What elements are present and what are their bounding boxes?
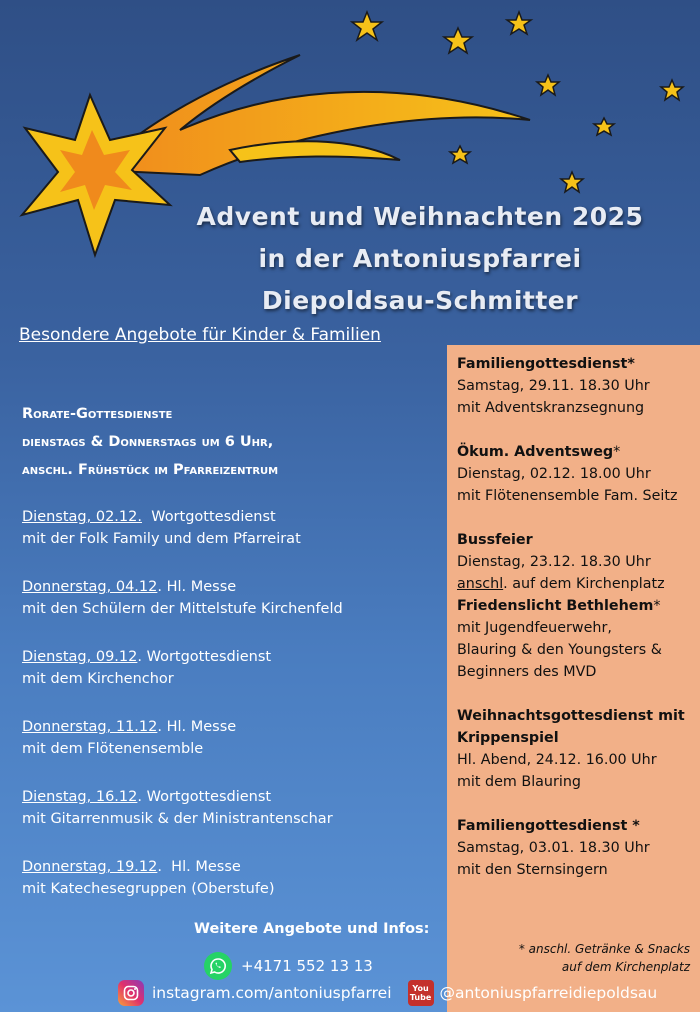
- panel-block: [457, 705, 696, 793]
- panel-block-line: Dienstag, 23.12. 18.30 Uhr: [457, 554, 651, 570]
- footnote-line-2: auf dem Kirchenplatz: [561, 960, 690, 974]
- rorate-line-1: Rorate-Gottesdienste: [22, 406, 173, 422]
- panel-block-line: mit Adventskranzsegnung: [457, 400, 645, 416]
- panel-block-title: Krippenspiel: [457, 730, 559, 746]
- asterisk: *: [613, 444, 621, 460]
- event-date: Donnerstag, 11.12: [22, 719, 158, 735]
- panel-block-line: mit Jugendfeuerwehr,: [457, 620, 612, 636]
- event-date: Dienstag, 02.12.: [22, 509, 142, 525]
- panel-block-line: Beginners des MVD: [457, 664, 597, 680]
- event-detail: mit den Schülern der Mittelstufe Kirchenfeld: [22, 601, 343, 617]
- panel-block: [457, 441, 696, 507]
- youtube-icon: [408, 980, 434, 1006]
- event-type: . Hl. Messe: [157, 719, 237, 735]
- youtube-icon-text-1: You: [412, 984, 429, 993]
- panel-block-line: Samstag, 29.11. 18.30 Uhr: [457, 378, 650, 394]
- rorate-heading: [22, 400, 432, 484]
- rorate-line-3: anschl. Frühstück im Pfarreizentrum: [22, 462, 279, 478]
- event-detail: mit Katechesegruppen (Oberstufe): [22, 881, 275, 897]
- event-date: Dienstag, 09.12: [22, 649, 138, 665]
- panel-block-line: mit Flötenensemble Fam. Seitz: [457, 488, 678, 504]
- panel-block-line: Samstag, 03.01. 18.30 Uhr: [457, 840, 650, 856]
- panel-block-line: Hl. Abend, 24.12. 16.00 Uhr: [457, 752, 657, 768]
- event-date: Dienstag, 16.12: [22, 789, 138, 805]
- instagram-link[interactable]: instagram.com/antoniuspfarrei: [152, 984, 392, 1002]
- panel-underlined-word: anschl: [457, 576, 504, 592]
- event-item: [22, 506, 442, 576]
- panel-block: [457, 353, 696, 419]
- event-item: [22, 716, 442, 786]
- event-date: Donnerstag, 04.12: [22, 579, 158, 595]
- phone-number[interactable]: +4171 552 13 13: [241, 957, 373, 975]
- panel-block-title: Weihnachtsgottesdienst mit: [457, 708, 685, 724]
- phone-contact[interactable]: [204, 952, 373, 980]
- subtitle: Besondere Angebote für Kinder & Familien: [19, 325, 381, 345]
- panel-block-title: Familiengottesdienst*: [457, 356, 635, 372]
- event-item: [22, 646, 442, 716]
- event-detail: mit der Folk Family und dem Pfarreirat: [22, 531, 301, 547]
- more-info-heading: Weitere Angebote und Infos:: [194, 921, 430, 937]
- rorate-line-2: dienstags & Donnerstags um 6 Uhr,: [22, 434, 274, 450]
- panel-block: [457, 815, 696, 881]
- family-events-panel: [447, 345, 700, 1012]
- whatsapp-icon: [204, 952, 232, 980]
- youtube-link[interactable]: @antoniuspfarreidiepoldsau: [439, 984, 658, 1002]
- title-line-1: Advent und Weihnachten 2025: [196, 202, 644, 231]
- panel-block-title: Familiengottesdienst *: [457, 818, 640, 834]
- event-type: . Hl. Messe: [157, 579, 237, 595]
- event-detail: mit dem Kirchenchor: [22, 671, 174, 687]
- social-links: [118, 980, 657, 1006]
- event-detail: mit Gitarrenmusik & der Ministrantenschar: [22, 811, 333, 827]
- title-line-3: Diepoldsau-Schmitter: [261, 286, 579, 315]
- panel-block-title: Ökum. Adventsweg: [457, 444, 614, 460]
- panel-block-title: Bussfeier: [457, 532, 533, 548]
- footnote-line-1: * anschl. Getränke & Snacks: [518, 942, 690, 956]
- panel-block: [457, 529, 696, 683]
- event-type: . Wortgottesdienst: [137, 649, 272, 665]
- panel-block-line: mit dem Blauring: [457, 774, 581, 790]
- youtube-icon-text-2: Tube: [409, 993, 432, 1002]
- rorate-event-list: [22, 506, 442, 926]
- event-item: [22, 576, 442, 646]
- panel-block-line: Dienstag, 02.12. 18.00 Uhr: [457, 466, 651, 482]
- event-type: . Wortgottesdienst: [137, 789, 272, 805]
- asterisk: *: [653, 598, 661, 614]
- panel-block-line: mit den Sternsingern: [457, 862, 608, 878]
- panel-block-line: Blauring & den Youngsters &: [457, 642, 662, 658]
- event-date: Donnerstag, 19.12: [22, 859, 158, 875]
- event-item: [22, 856, 442, 926]
- instagram-icon: [118, 980, 144, 1006]
- page-title: [150, 196, 690, 322]
- event-item: [22, 786, 442, 856]
- event-type: . Hl. Messe: [157, 859, 241, 875]
- event-detail: mit dem Flötenensemble: [22, 741, 204, 757]
- event-type: Wortgottesdienst: [141, 509, 276, 525]
- footnote: [519, 940, 690, 976]
- title-line-2: in der Antoniuspfarrei: [258, 244, 582, 273]
- panel-block-title-2: Friedenslicht Bethlehem: [457, 598, 654, 614]
- panel-block-line: . auf dem Kirchenplatz: [503, 576, 665, 592]
